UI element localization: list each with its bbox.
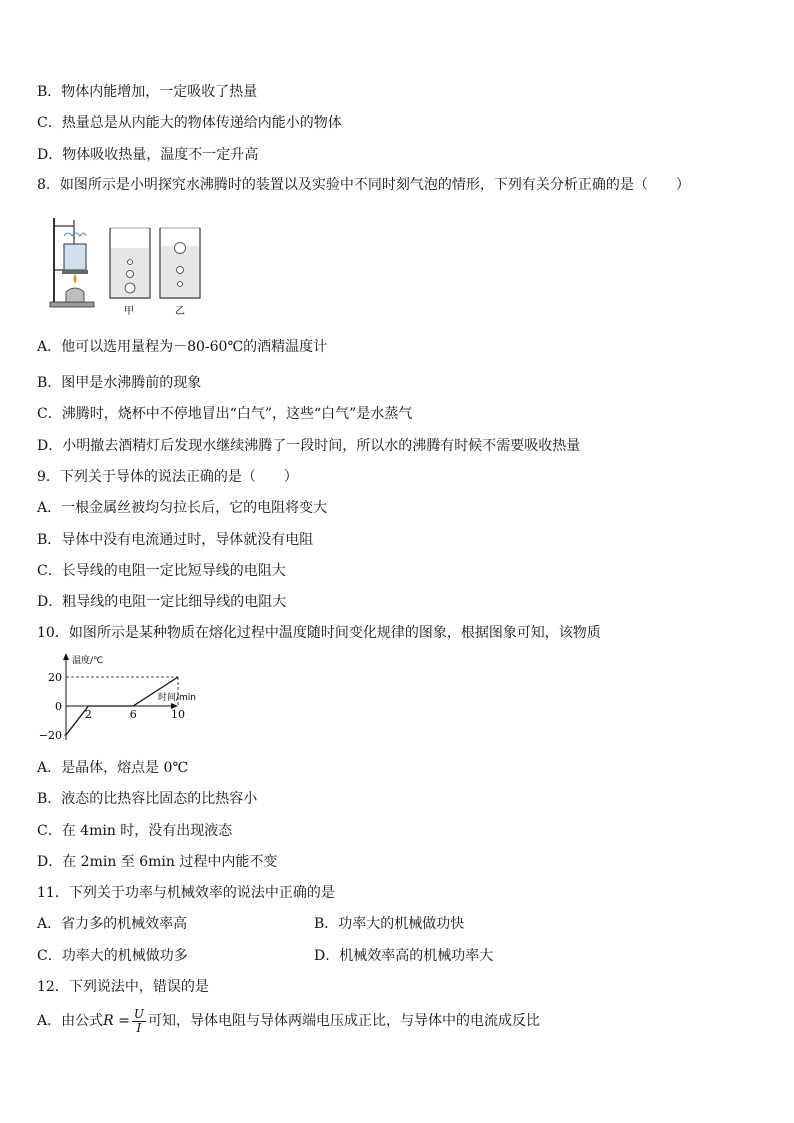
q9-option-d: D．粗导线的电阻一定比细导线的电阻大 — [37, 594, 287, 610]
q10-option-c: C．在 4min 时，没有出现液态 — [37, 823, 233, 839]
q11-stem: 11．下列关于功率与机械效率的说法中正确的是 — [37, 885, 335, 901]
q9-option-c: C．长导线的电阻一定比短导线的电阻大 — [37, 563, 286, 579]
beaker-jia — [110, 228, 150, 298]
q8-stem: 8．如图所示是小明探究水沸腾时的装置以及实验中不同时刻气泡的情形，下列有关分析正确的是（ ） — [37, 177, 690, 193]
x-tick-label: 6 — [129, 708, 137, 721]
q11-option-a: A．省力多的机械效率高 — [37, 916, 188, 932]
q8-option-d: D．小明撤去酒精灯后发现水继续沸腾了一段时间，所以水的沸腾有时候不需要吸收热量 — [37, 438, 581, 454]
beaker-yi — [160, 228, 200, 298]
q11-option-b: B．功率大的机械做功快 — [314, 916, 465, 932]
q7-option-d: D．物体吸收热量，温度不一定升高 — [37, 147, 259, 163]
label-yi: 乙 — [175, 306, 185, 317]
y-tick-label: −20 — [38, 729, 62, 742]
q10-option-b: B．液态的比热容比固态的比热容小 — [37, 791, 258, 807]
q7-option-c: C．热量总是从内能大的物体传递给内能小的物体 — [37, 115, 342, 131]
apparatus-beaker — [64, 244, 86, 270]
stand-base — [50, 302, 94, 307]
x-tick-label: 2 — [84, 708, 92, 721]
x-axis-label: 时间/min — [158, 693, 197, 703]
q11-option-d: D．机械效率高的机械功率大 — [314, 948, 494, 964]
y-axis-arrow — [63, 653, 69, 660]
q9-stem: 9．下列关于导体的说法正确的是（ ） — [37, 469, 298, 485]
q7-option-b: B．物体内能增加，一定吸收了热量 — [37, 84, 258, 100]
x-tick-label: 10 — [171, 708, 185, 721]
label-jia: 甲 — [124, 306, 134, 317]
q11-option-c: C．功率大的机械做功多 — [37, 948, 188, 964]
q12-option-a — [37, 1006, 540, 1036]
q12a-prefix: A．由公式 — [37, 1013, 104, 1029]
y-tick-label: 20 — [48, 671, 62, 684]
q9-option-b: B．导体中没有电流通过时，导体就没有电阻 — [37, 532, 314, 548]
q12a-denominator: I — [136, 1020, 142, 1035]
q9-option-a: A．一根金属丝被均匀拉长后，它的电阻将变大 — [37, 500, 328, 516]
q10-graph — [38, 650, 208, 746]
q8-option-c: C．沸腾时，烧杯中不停地冒出“白气”，这些“白气”是水蒸气 — [37, 406, 413, 422]
q8-option-a: A．他可以选用量程为－80-60℃的酒精温度计 — [37, 339, 328, 355]
q12a-fraction — [132, 1008, 146, 1035]
q10-option-d: D．在 2min 至 6min 过程中内能不变 — [37, 854, 278, 870]
steam — [64, 233, 86, 236]
q12a-suffix: 可知，导体电阻与导体两端电压成正比，与导体中的电流成反比 — [147, 1013, 540, 1029]
q12a-numerator: U — [133, 1006, 144, 1021]
q12a-formula-lhs: R = — [103, 1013, 130, 1029]
alcohol-lamp — [66, 288, 84, 302]
q8-option-b: B．图甲是水沸腾前的现象 — [37, 375, 202, 391]
y-tick-label: 0 — [55, 700, 62, 713]
y-axis-label: 温度/℃ — [72, 656, 104, 666]
q12-stem: 12．下列说法中，错误的是 — [37, 979, 209, 995]
q10-stem: 10．如图所示是某种物质在熔化过程中温度随时间变化规律的图象，根据图象可知，该物质 — [37, 625, 601, 641]
flame — [74, 274, 77, 284]
gauze — [62, 270, 88, 274]
q8-figure — [44, 214, 204, 318]
q10-option-a: A．是晶体，熔点是 0℃ — [37, 760, 189, 776]
